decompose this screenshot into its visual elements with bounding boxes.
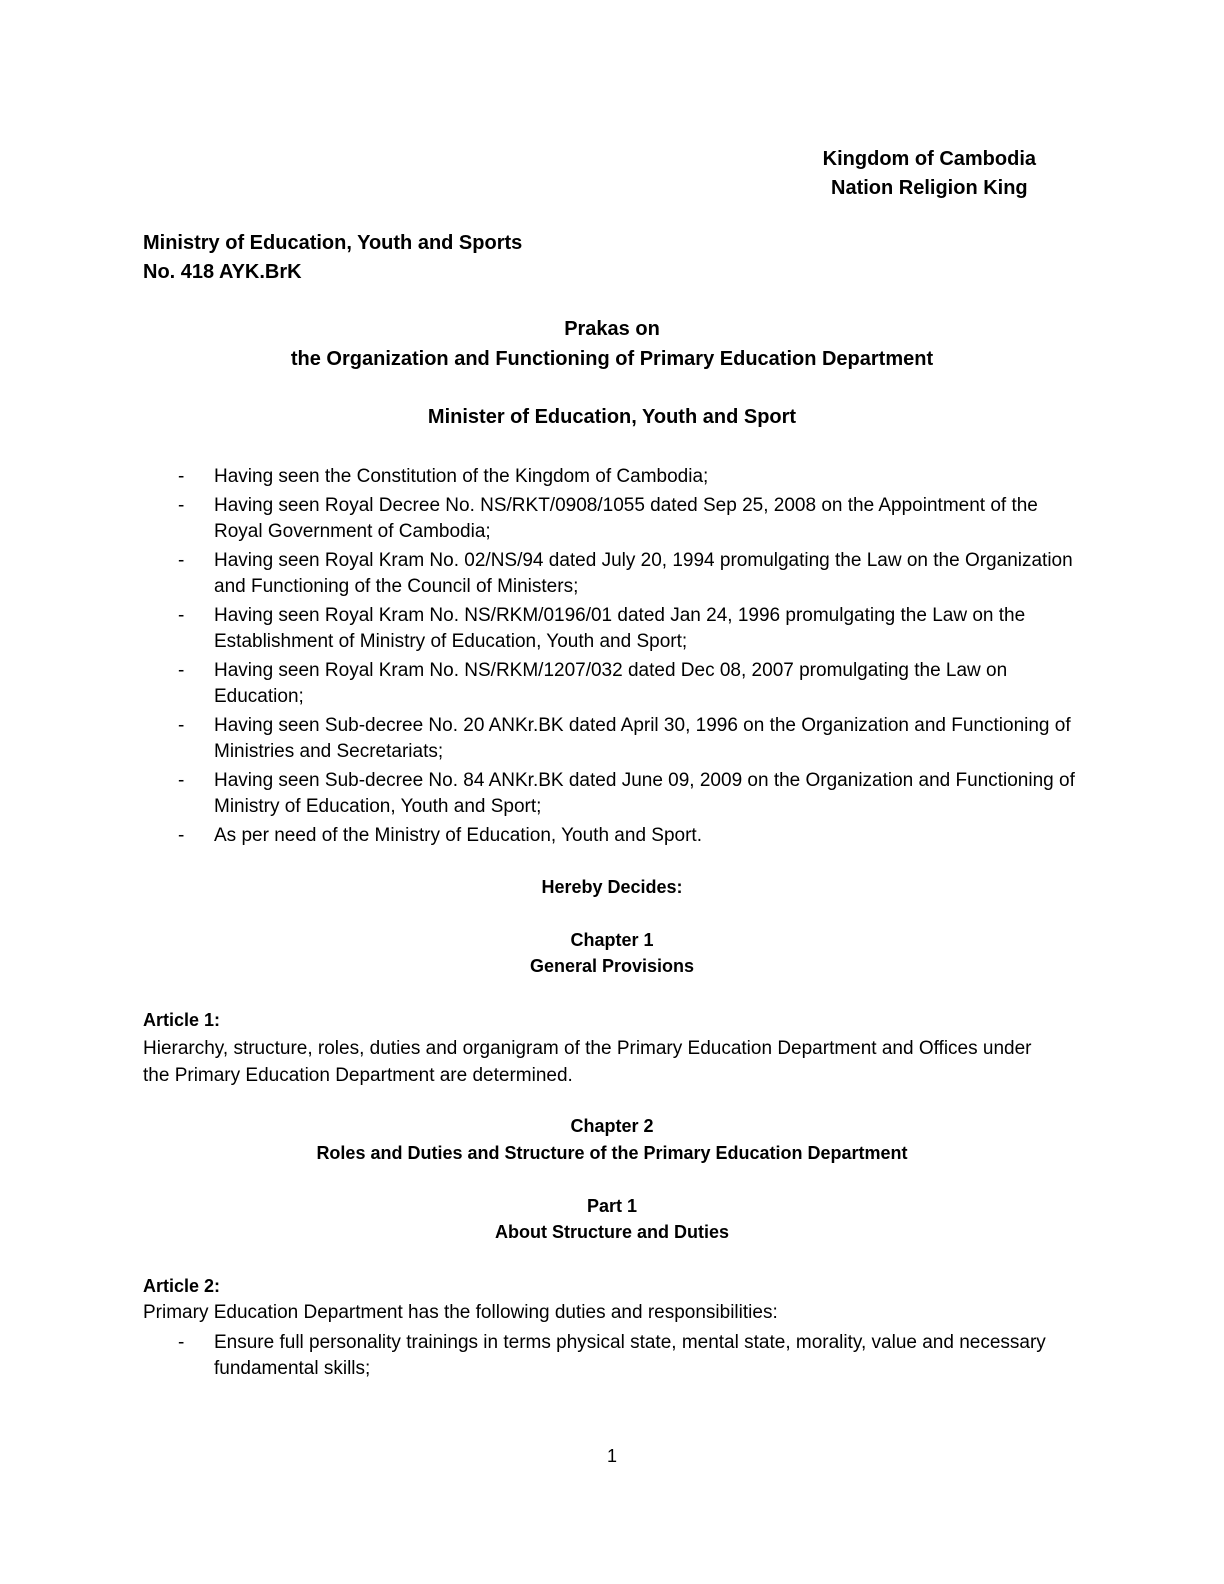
dash-bullet: - [178,605,185,626]
list-item: - Having seen Sub-decree No. 20 ANKr.BK dated April 30, 1996 on the Organization and Functioning of Ministries and Secretariats; [178,715,1071,762]
list-item: - As per need of the Ministry of Education, Youth and Sport. [178,823,1078,849]
dash-bullet: - [178,1332,185,1353]
dash-bullet: - [178,550,185,571]
list-item: - Having seen the Constitution of the Kingdom of Cambodia; [178,464,1078,490]
article-1-label: Article 1: [143,1010,221,1030]
title-line-1: Prakas on [564,318,660,340]
article-2-label: Article 2: [143,1276,221,1296]
title-line-2: the Organization and Functioning of Primary Education Department [290,348,934,370]
dash-bullet: - [178,466,185,487]
chapter-1-label: Chapter 1 [570,930,654,950]
chapter-2-label: Chapter 2 [570,1116,654,1136]
dash-bullet: - [178,825,185,846]
article-1-text: Hierarchy, structure, roles, duties and organigram of the Primary Education Department and Offices under the Primary Education Department are determined. [143,1038,1032,1086]
document-number: No. 418 AYK.BrK [143,261,302,283]
list-item: - Having seen Royal Kram No. NS/RKM/1207/032 dated Dec 08, 2007 promulgating the Law on Education; [178,660,1008,707]
list-item: - Ensure full personality trainings in terms physical state, mental state, morality, value and necessary fundamental skills; [178,1332,1046,1379]
header-right-block [823,145,1036,203]
list-item: - Having seen Royal Kram No. NS/RKM/0196/01 dated Jan 24, 1996 promulgating the Law on the Establishment of Ministry of Education, Youth and Sport; [178,605,1026,652]
preamble-list [178,464,1078,852]
chapter-2-title: Roles and Duties and Structure of the Primary Education Department [316,1143,908,1163]
list-item: - Having seen Sub-decree No. 84 ANKr.BK dated June 09, 2009 on the Organization and Functioning of Ministry of Education, Youth and Sport; [178,770,1075,817]
dash-bullet: - [178,770,185,791]
ministry-name: Ministry of Education, Youth and Sports [143,232,523,254]
dash-bullet: - [178,660,185,681]
issuer-title: Minister of Education, Youth and Sport [427,406,797,428]
article-2-list [178,1330,1078,1385]
list-item: - Having seen Royal Decree No. NS/RKT/0908/1055 dated Sep 25, 2008 on the Appointment of the Royal Government of Cambodia; [178,495,1038,542]
national-motto: Nation Religion King [831,177,1028,199]
chapter-1-title: General Provisions [529,956,695,976]
page-number: 1 [606,1446,617,1466]
list-item: - Having seen Royal Kram No. 02/NS/94 dated July 20, 1994 promulgating the Law on the Organization and Functioning of the Council of Ministers; [178,550,1073,597]
country-name: Kingdom of Cambodia [822,148,1036,170]
part-1-title: About Structure and Duties [494,1222,729,1242]
article-2-intro: Primary Education Department has the following duties and responsibilities: [143,1302,778,1323]
hereby-decides: Hereby Decides: [541,877,683,897]
dash-bullet: - [178,495,185,516]
dash-bullet: - [178,715,185,736]
part-1-label: Part 1 [586,1196,638,1216]
